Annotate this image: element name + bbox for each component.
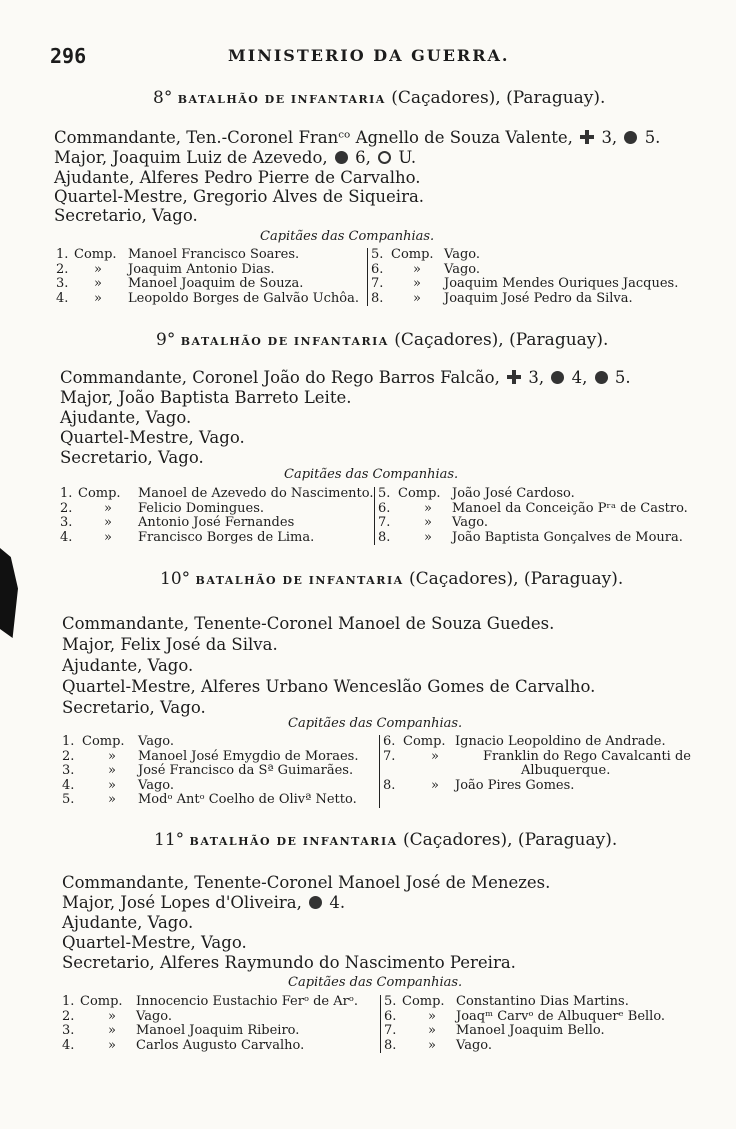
table-row [60,502,375,517]
company-label: » [104,529,112,545]
captain-name: Manoel Joaquim Ribeiro. [136,1023,300,1038]
decoration-grade: 5. [614,368,631,387]
table-row [383,750,698,765]
captain-name: Constantino Dias Martins. [456,994,629,1009]
battalion-smallcaps: BATALHÃO DE INFANTARIA [177,93,386,106]
captains-left-column [62,735,377,808]
company-label: » [108,1023,116,1038]
commandante-line [54,128,660,148]
captain-name: Manoel da Conceição Pʳᵃ de Castro. [452,500,688,516]
company-label: » [108,763,116,778]
captain-name: Antonio José Fernandes [138,515,295,530]
table-row [384,1039,698,1054]
rosette-medal-icon [335,151,348,164]
table-row [62,750,377,765]
battalion-subtitle: (Caçadores), (Paraguay). [394,330,609,350]
company-label: Comp. [82,734,125,749]
captain-name: Manoel Joaquim de Souza. [128,276,304,291]
captain-name: Joaquim Mendes Ouriques Jacques. [444,276,679,291]
company-number: 1. [60,486,73,501]
table-row [62,995,380,1010]
captains-heading: Capitães das Companhias. [288,975,463,990]
rosette-medal-icon [551,371,564,384]
table-row [378,502,696,517]
company-number: 4. [62,1037,75,1053]
commandante-text: Commandante, Coronel João do Rego Barros Falcão, [60,368,500,387]
rosette-medal-icon [624,131,637,144]
company-number: 1. [62,734,75,749]
company-number: 5. [62,792,75,807]
company-number: 1. [56,247,69,262]
captain-name: Vago. [444,261,480,277]
company-number: 2. [56,261,69,277]
company-number: 6. [383,734,396,749]
captain-name: João José Cardoso. [452,486,575,501]
battalion-smallcaps: BATALHÃO DE INFANTARIA [180,335,389,348]
table-row [378,516,696,531]
captain-name: Vago. [452,515,488,530]
ajudante-line: Ajudante, Vago. [60,408,192,427]
table-row [371,292,691,307]
company-label: » [428,1008,436,1024]
company-number: 5. [384,994,397,1009]
captain-name: Vago. [444,247,480,262]
company-label: » [104,500,112,516]
company-label: » [431,777,439,793]
company-label: Comp. [402,994,445,1009]
company-number: 2. [62,1008,75,1024]
secretario-line: Secretario, Alferes Raymundo do Nascimento Pereira. [62,953,516,972]
battalion-ordinal: 9° [156,330,176,350]
commandante-line: Commandante, Tenente-Coronel Manoel de Souza Guedes. [62,614,555,633]
company-number: 5. [371,247,384,262]
company-label: » [428,1023,436,1038]
table-row [62,1024,380,1039]
binding-shadow [0,548,18,638]
company-number: 8. [378,529,391,545]
battalion-title [153,88,605,108]
table-row [383,779,698,794]
captain-name: Manoel José Emygdio de Moraes. [138,748,359,764]
table-row [383,735,698,750]
captain-name: Albuquerque. [521,763,611,778]
table-row [62,1039,380,1054]
company-number: 4. [60,529,73,545]
captains-left-column [62,995,380,1053]
secretario-line: Secretario, Vago. [54,206,198,225]
battalion-ordinal: 10° [160,569,191,589]
major-line [62,893,345,913]
ornamental-cross-icon [580,130,594,144]
captains-right-column [383,735,698,793]
battalion-subtitle: (Caçadores), (Paraguay). [409,569,624,589]
company-label: » [424,500,432,516]
table-row [56,248,366,263]
company-label: » [424,529,432,545]
company-label: » [108,748,116,764]
captain-name: Joaqᵐ Carvᵒ de Albuquerᵉ Bello. [456,1008,666,1024]
major-line [54,148,416,168]
company-number: 1. [62,994,75,1009]
company-label: » [104,515,112,530]
table-row [384,995,698,1010]
ajudante-line: Ajudante, Alferes Pedro Pierre de Carvalho. [54,168,421,187]
captain-name: Ignacio Leopoldino de Andrade. [455,734,666,749]
company-number: 6. [378,500,391,516]
table-row [383,764,698,779]
captain-name: José Francisco da Sª Guimarães. [138,763,354,778]
captain-name: Manoel de Azevedo do Nascimento. [138,486,374,501]
column-divider [379,735,380,808]
company-label: » [94,261,102,277]
company-number: 8. [371,290,384,306]
major-text: Major, José Lopes d'Oliveira, [62,893,302,912]
company-number: 4. [62,777,75,793]
company-label: Comp. [78,486,121,501]
captains-heading: Capitães das Companhias. [260,229,435,244]
major-text: Major, Joaquim Luiz de Azevedo, [54,148,328,167]
table-row [378,531,696,546]
captain-name: Modᵒ Antᵒ Coelho de Olivª Netto. [138,792,357,807]
company-label: » [413,290,421,306]
company-label: Comp. [391,247,434,262]
company-number: 2. [62,748,75,764]
battalion-title [160,569,623,589]
ring-medal-icon [378,151,391,164]
quartel-mestre-line: Quartel-Mestre, Gregorio Alves de Siqueira. [54,187,425,206]
company-label: » [413,276,421,291]
decoration-grade: 4. [329,893,346,912]
company-label: » [424,515,432,530]
secretario-line: Secretario, Vago. [60,448,204,467]
table-row [384,1010,698,1025]
captain-name: Francisco Borges de Lima. [138,529,315,545]
commandante-text: Commandante, Ten.-Coronel Franᶜᵒ Agnello de Souza Valente, [54,128,573,147]
table-row [378,487,696,502]
company-label: » [108,792,116,807]
table-row [62,1010,380,1025]
quartel-mestre-line: Quartel-Mestre, Alferes Urbano Wenceslão Gomes de Carvalho. [62,677,596,696]
captain-name: Manoel Joaquim Bello. [456,1023,605,1038]
battalion-title [154,830,617,850]
company-number: 7. [384,1023,397,1038]
company-number: 8. [384,1037,397,1053]
captains-left-column [60,487,375,545]
table-row [62,735,377,750]
table-row [371,263,691,278]
page-number: 296 [50,44,87,68]
captain-name: Franklin do Rego Cavalcanti de [483,748,691,764]
battalion-smallcaps: BATALHÃO DE INFANTARIA [195,574,404,587]
company-label: » [431,748,439,764]
table-row [384,1024,698,1039]
company-label: Comp. [80,994,123,1009]
table-row [60,487,375,502]
captain-name: Manoel Francisco Soares. [128,247,300,262]
decoration-grade: 5. [644,128,661,147]
major-line: Major, Felix José da Silva. [62,635,278,654]
table-row [56,263,366,278]
battalion-smallcaps: BATALHÃO DE INFANTARIA [189,835,398,848]
company-number: 3. [62,763,75,778]
commandante-line [60,368,631,388]
battalion-title [156,330,608,350]
captain-name: João Baptista Gonçalves de Moura. [452,529,683,545]
table-row [62,764,377,779]
column-divider [367,248,368,306]
table-row [371,248,691,263]
table-row [56,292,366,307]
captain-name: Joaquim Antonio Dias. [128,261,275,277]
captain-name: Felicio Domingues. [138,500,265,516]
decoration-grade: 3, [601,128,618,147]
company-label: Comp. [403,734,446,749]
table-row [62,779,377,794]
running-head: MINISTERIO DA GUERRA. [228,46,510,65]
table-row [60,516,375,531]
ajudante-line: Ajudante, Vago. [62,913,194,932]
battalion-ordinal: 11° [154,830,185,850]
column-divider [380,995,381,1053]
captain-name: João Pires Gomes. [455,777,575,793]
decoration-grade: 3, [528,368,545,387]
company-label: » [108,1008,116,1024]
company-number: 2. [60,500,73,516]
major-line: Major, João Baptista Barreto Leite. [60,388,352,407]
company-label: » [94,290,102,306]
table-row [56,277,366,292]
table-row [371,277,691,292]
company-number: 5. [378,486,391,501]
company-label: Comp. [74,247,117,262]
battalion-subtitle: (Caçadores), (Paraguay). [391,88,606,108]
company-number: 6. [384,1008,397,1024]
captain-name: Carlos Augusto Carvalho. [136,1037,305,1053]
table-row [62,793,377,808]
captain-name: Vago. [138,734,174,749]
company-number: 3. [60,515,73,530]
battalion-ordinal: 8° [153,88,173,108]
quartel-mestre-line: Quartel-Mestre, Vago. [60,428,245,447]
captain-name: Joaquim José Pedro da Silva. [444,290,633,306]
company-number: 7. [383,748,396,764]
company-label: » [94,276,102,291]
rosette-medal-icon [595,371,608,384]
company-label: » [108,1037,116,1053]
decoration-grade: U. [398,148,417,167]
company-number: 6. [371,261,384,277]
captain-name: Vago. [456,1037,492,1053]
captains-heading: Capitães das Companhias. [288,716,463,731]
ornamental-cross-icon [507,370,521,384]
company-label: » [413,261,421,277]
decoration-grade: 6, [355,148,371,167]
battalion-subtitle: (Caçadores), (Paraguay). [403,830,618,850]
ajudante-line: Ajudante, Vago. [62,656,194,675]
company-label: Comp. [398,486,441,501]
captains-right-column [378,487,696,545]
captains-right-column [384,995,698,1053]
company-number: 8. [383,777,396,793]
column-divider [374,487,375,545]
captains-right-column [371,248,691,306]
captains-heading: Capitães das Companhias. [284,467,459,482]
commandante-line: Commandante, Tenente-Coronel Manoel José de Menezes. [62,873,551,892]
company-label: » [108,777,116,793]
quartel-mestre-line: Quartel-Mestre, Vago. [62,933,247,952]
decoration-grade: 4, [571,368,588,387]
company-number: 7. [378,515,391,530]
secretario-line: Secretario, Vago. [62,698,206,717]
captain-name: Vago. [138,777,174,793]
company-number: 3. [56,276,69,291]
rosette-medal-icon [309,896,322,909]
company-number: 4. [56,290,69,306]
company-number: 3. [62,1023,75,1038]
captain-name: Leopoldo Borges de Galvão Uchôa. [128,290,359,306]
captain-name: Vago. [136,1008,172,1024]
captain-name: Innocencio Eustachio Ferᵒ de Arᵒ. [136,994,358,1009]
company-label: » [428,1037,436,1053]
table-row [60,531,375,546]
captains-left-column [56,248,366,306]
company-number: 7. [371,276,384,291]
